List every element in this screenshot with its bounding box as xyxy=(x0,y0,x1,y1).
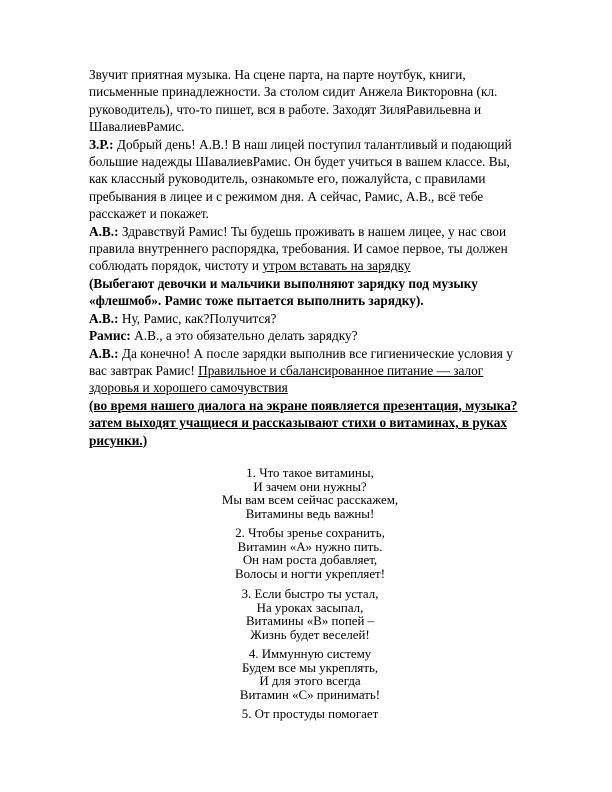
speaker-label: А.В.: xyxy=(89,223,119,239)
speaker-label: А.В.: xyxy=(89,310,119,326)
poem-line: Он нам роста добавляет, xyxy=(242,553,378,568)
speaker-label: З.Р.: xyxy=(89,136,114,152)
dialogue-ramis xyxy=(89,327,529,344)
poem-line: Волосы и ногти укрепляет! xyxy=(235,566,385,581)
poem-stanza-2 xyxy=(150,527,470,581)
poem-line: 1. Что такое витамины, xyxy=(246,466,374,480)
intro-paragraph: Звучит приятная музыка. На сцене парта, на парте ноутбук, книги, письменные принадлежности. За столом сидит Анжела Викторовна (кл. руководитель), что-то пишет, вся в работе. Заходят ЗиляРавильевна и ШавалиевРамис. xyxy=(89,67,498,135)
poem-line: 2. Чтобы зренье сохранить, xyxy=(235,526,385,540)
poem-stanza-5 xyxy=(150,708,470,722)
prose-block xyxy=(89,66,529,449)
poem-stanza-4 xyxy=(150,648,470,702)
poem-line: 5. От простуды помогает xyxy=(241,707,379,721)
poem-line: Витамин «С» принимать! xyxy=(239,687,381,702)
poem-line: Витамины ведь важны! xyxy=(245,506,375,521)
poem-line: И зачем они нужны? xyxy=(253,479,367,494)
dialogue-av-3 xyxy=(89,345,529,397)
dialogue-text: Здравствуй Рамис! Ты будешь проживать в нашем лицее, у нас свои правила внутреннего распорядка, требования. И самое первое, ты должен соблюдать порядок, чистоту и xyxy=(89,223,508,274)
speaker-label: Рамис: xyxy=(89,328,131,344)
poem-line: И для этого всегда xyxy=(259,674,361,689)
dialogue-text: Добрый день! А.В.! В наш лицей поступил талантливый и подающий большие надежды ШавалиевРамис. Он будет учиться в вашем классе. Вы, как классный руководитель, ознакомьте его, пожалуйста, с правилами пребывания в лицее и с режимом дня. А сейчас, Рамис, А.В., всё тебе расскажет и покажет. xyxy=(89,136,512,222)
stage-direction-1: (Выбегают девочки и мальчики выполняют зарядку под музыку «флешмоб». Рамис тоже пытается выполнить зарядку). xyxy=(89,275,478,309)
poem-line: Мы вам всем сейчас расскажем, xyxy=(221,493,399,508)
underlined-phrase: Правильное и сбалансированное питание — залог здоровья и хорошего самочувствия xyxy=(89,362,484,396)
poem-stanza-3 xyxy=(150,588,470,642)
dialogue-text: Ну, Рамис, как?Получится? xyxy=(118,310,277,326)
poem-line: 3. Если быстро ты устал, xyxy=(241,587,379,601)
poem-line: На уроках засыпал, xyxy=(256,600,364,615)
dialogue-av-2 xyxy=(89,310,529,327)
poem-stanza-1 xyxy=(150,467,470,521)
dialogue-text: А.В., а это обязательно делать зарядку? xyxy=(130,328,358,344)
poem-line: Витамины «В» попей – xyxy=(245,614,375,629)
dialogue-text: Да конечно! А после зарядки выполнив все гигиенические условия у вас завтрак Рамис! xyxy=(89,345,513,378)
poem-line: 4. Иммунную систему xyxy=(248,647,372,661)
stage-direction-2: (во время нашего диалога на экране появляется презентация, музыка? затем выходят учащиеся и рассказывают стихи о витаминах, в руках рисунки.) xyxy=(89,397,518,448)
underlined-phrase: утром вставать на зарядку xyxy=(262,258,411,274)
poem-line: Витамин «А» нужно пить. xyxy=(237,539,383,554)
dialogue-av-1 xyxy=(89,223,529,275)
speaker-label: А.В.: xyxy=(89,345,119,361)
poem-line: Жизнь будет веселей! xyxy=(250,627,370,642)
poem-line: Будем все мы укреплять, xyxy=(241,660,379,675)
dialogue-zr xyxy=(89,136,529,223)
